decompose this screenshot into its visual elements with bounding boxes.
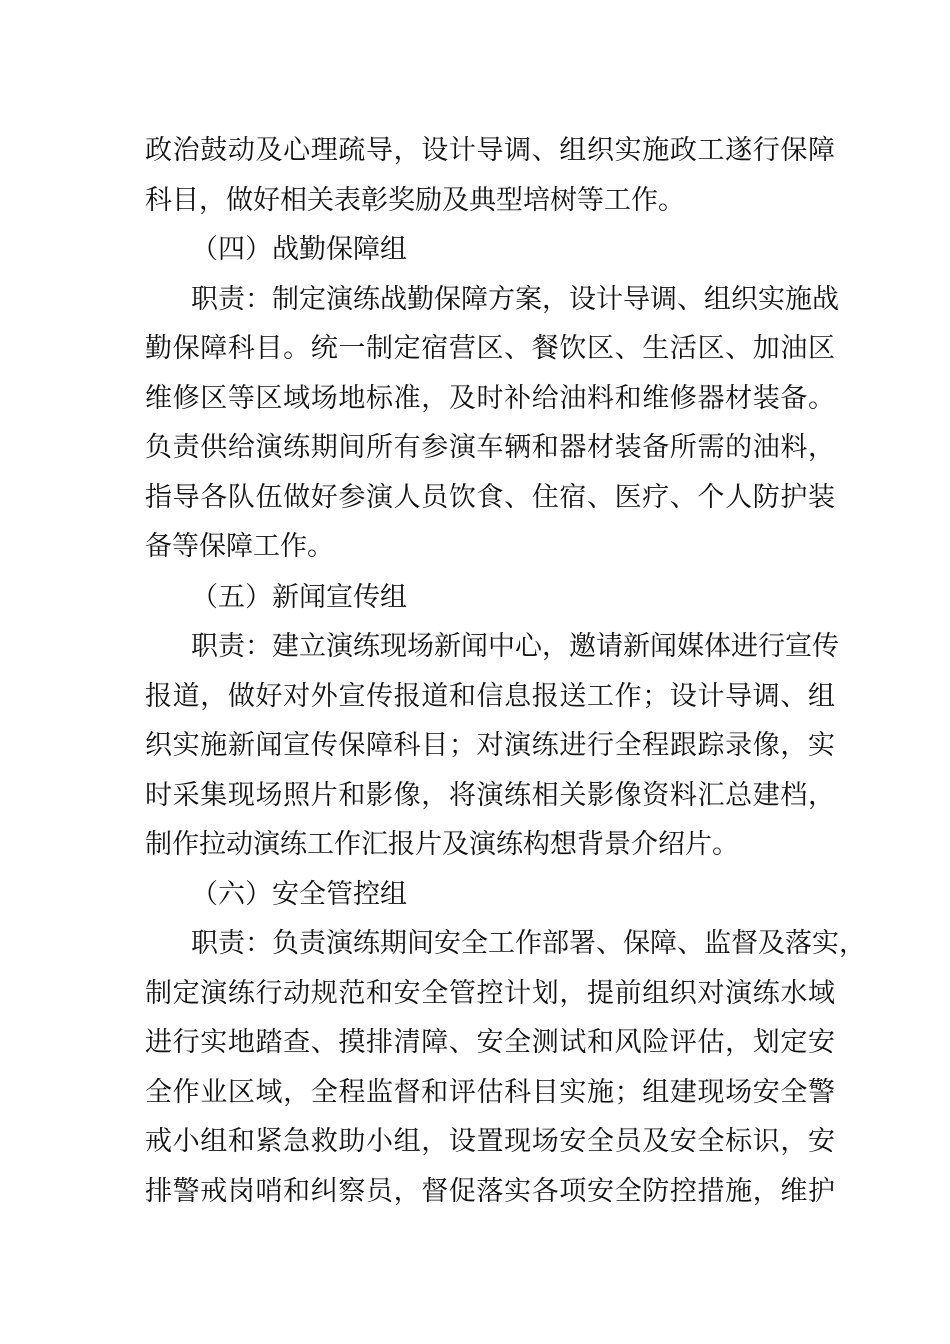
body-text-line: 维修区等区域场地标准，及时补给油料和维修器材装备。 [145,383,835,414]
body-text-line: 制作拉动演练工作汇报片及演练构想背景介绍片。 [145,829,739,860]
body-text-line: 排警戒岗哨和纠察员，督促落实各项安全防控措施，维护 [145,1176,835,1207]
body-text-line: 戒小组和紧急救助小组，设置现场安全员及安全标识，安 [145,1126,835,1157]
section-heading: （五）新闻宣传组 [191,582,407,613]
body-text-line: 政治鼓动及心理疏导，设计导调、组织实施政工遂行保障 [145,135,835,166]
section-heading: （六）安全管控组 [191,879,407,910]
body-text-line: 科目，做好相关表彰奖励及典型培树等工作。 [145,185,685,216]
body-text-line: 织实施新闻宣传保障科目；对演练进行全程跟踪录像，实 [145,730,835,761]
body-text-line: 指导各队伍做好参演人员饮食、住宿、医疗、个人防护装 [145,482,835,513]
section-heading: （四）战勤保障组 [191,234,407,265]
body-text-line: 负责供给演练期间所有参演车辆和器材装备所需的油料， [145,432,835,463]
body-text-line: 职责：建立演练现场新闻中心，邀请新闻媒体进行宣传 [191,631,839,662]
body-text-line: 进行实地踏查、摸排清障、安全测试和风险评估，划定安 [145,1027,835,1058]
body-text-line: 时采集现场照片和影像，将演练相关影像资料汇总建档， [145,780,835,811]
body-text-line: 职责：制定演练战勤保障方案，设计导调、组织实施战 [191,284,839,315]
body-text-line: 勤保障科目。统一制定宿营区、餐饮区、生活区、加油区 [145,333,835,364]
body-text-line: 制定演练行动规范和安全管控计划，提前组织对演练水域 [145,978,835,1009]
body-text-line: 全作业区域，全程监督和评估科目实施；组建现场安全警 [145,1077,835,1108]
body-text-line: 职责：负责演练期间安全工作部署、保障、监督及落实， [191,928,866,959]
body-text-line: 报道，做好对外宣传报道和信息报送工作；设计导调、组 [145,681,835,712]
body-text-line: 备等保障工作。 [145,531,334,562]
